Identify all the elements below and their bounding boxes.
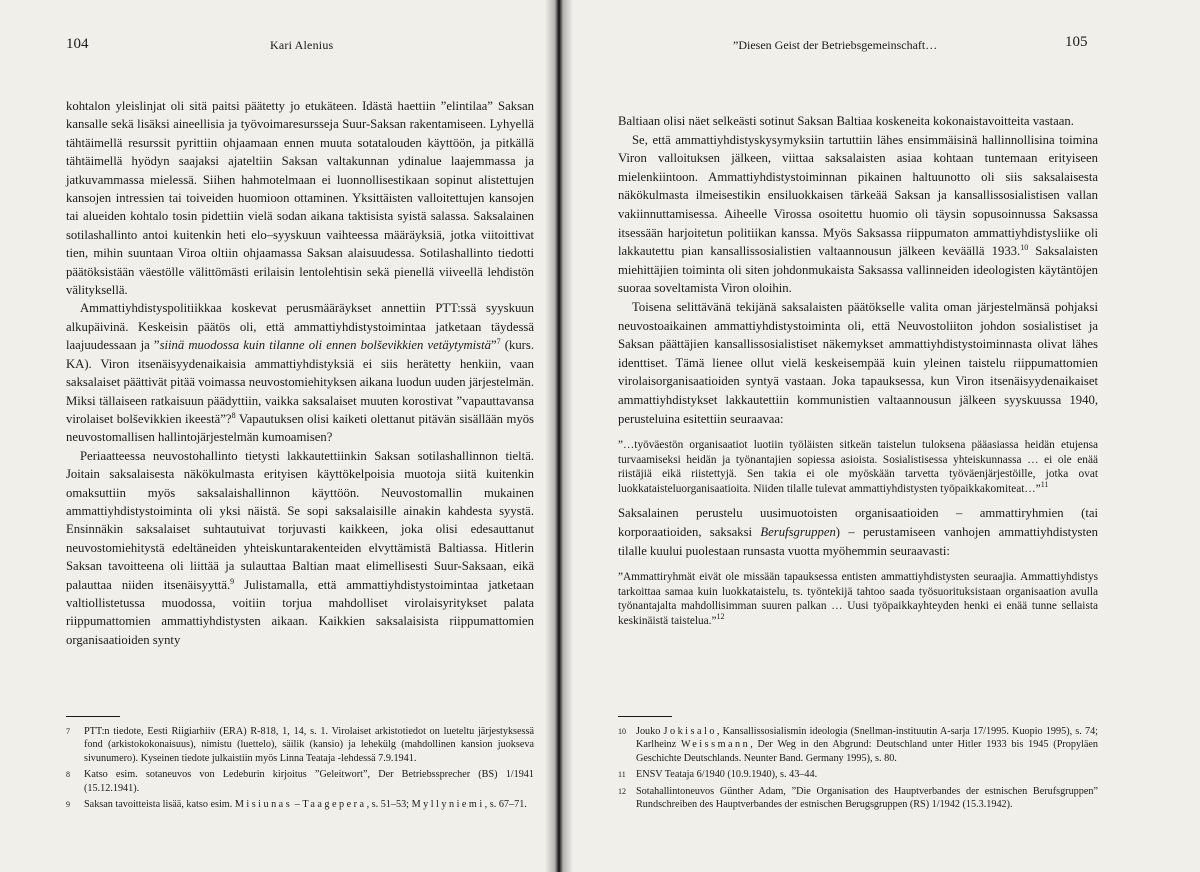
left-page <box>0 0 560 872</box>
paragraph: Ammattiyhdistyspolitiikkaa koskevat perusmääräykset annettiin PTT:ssä syyskuun alkupäivinä. Keskeisin päätös oli, että ammattiyhdistystoimintaa jatketaan täydessä laajuudessaan ja ”siinä muodossa kuin tilanne oli ennen bolševikkien vetäytymistä”$^7$ (kurs. KA). Viron itsenäisyydenaikaisia ammattiyhdistyksiä ei siis herätetty henkiin, vaan saksalaiset päättivät pitää voimassa neuvostomiehityksen aikana luodun uuden järjestelmän. Miksi tällaiseen ratkaisuun päädyttiin, vaikka saksalaiset muuten korostivat ”vapauttavansa virolaiset bolševikkien ikeestä”?$^8$ Vapautuksen olisi kaiketi olettanut pitävän sisällään myös neuvostomallisen hallintojärjestelmän kumoamisen? <box>66 301 534 445</box>
footnote: 8 Katso esim. sotaneuvos von Ledeburin kirjoitus ”Geleitwort”, Der Betriebssprecher (BS) 1/1941 (15.12.1941). <box>66 769 534 794</box>
footnote-ref: 11 <box>1040 480 1049 490</box>
footnote-ref: 12 <box>716 612 725 622</box>
paragraph: kohtalon yleislinjat oli sitä paitsi päätetty jo etukäteen. Idästä haettiin ”elintilaa” Saksan kansalle sekä lisäksi aineellisia ja työvoimaresursseja Suur-Saksan rakentamiseen. Lyhyellä tähtäimellä resurssit pyrittiin ohjaamaan ennen muuta sotatalouden käyttöön, ja pitkällä tähtäimellä hyödyn saajaksi ajateltiin Saksan valtakunnan ydinalue laajemmassa ja jatkuvammassa mielessä. Siihen hahmotelmaan ei luonnollisestikaan sopinut alistettujen kansojen intressien tai toiveiden huomioon ottaminen. Yksittäisten valloitettujen kansojen tai alueiden kohtalo tosin pidettiin vielä sodan aikana taktisista syistä salassa. Saksalainen sotilashallinto antoi kuitenkin heti elo–syyskuun vaihteessa määräyksiä, jotka viitoittivat tien, mihin suuntaan Viroa oltiin ohjaamassa Saksan alaisuudessa. Sotilashallinto tiedotti päätöksistään väestölle välittömästi erilaisin lentolehtisin sekä pienellä viiveellä lehdistön välityksellä. <box>66 99 534 298</box>
paragraph: Se, että ammattiyhdistyskysymyksiin tartuttiin lähes ensimmäisinä hallinnollisina toimina Viron valloituksen jälkeen, viittaa saksalaisten asiaa kohtaan tuntemaan erityiseen mielenkiintoon. Ammattiyhdistystoiminnan pikainen haltuunotto oli siis saksalaisesta näkökulmasta ilmeisestikin ensiluokkaisen tärkeää Saksan ja kansallissosialistisen vallan vakiinnuttamisessa. Aiheelle Virossa osoitettu huomio oli täysin sopusoinnussa Saksassa itsessään harjoitetun politiikan kanssa. Myös Saksassa riippumaton ammattiyhdistysliike oli lakkautettu pian kansallissosialistien valtaannousun jälkeen keväällä 1933.10 Saksalaisten miehittäjien toiminta oli siten johdonmukaista Saksassa vallinneiden ideologisten käytäntöjen suoraa soveltamista Viron oloihin. <box>618 132 1098 296</box>
footnote: 7 PTT:n tiedote, Eesti Riigiarhiiv (ERA) R-818, 1, 14, s. 1. Virolaiset arkistotiedot on lueteltu järjestyksessä fond (arkistokokonaisuus), nimistu (luettelo), säilik (kansio) ja lehekülg (mahdollinen kansion juokseva sivunumero). Kyseinen tiedote julkaistiin myös Linna Teataja -lehdessä 7.9.1941. <box>66 726 534 764</box>
left-body-text <box>66 97 534 649</box>
footnote: 10 Jouko Jokisalo, Kansallissosialismin ideologia (Snellman-instituutin A-sarja 17/1995. Kuopio 1995), s. 74; Karlheinz Weissmann, Der Weg in den Abgrund: Deutschland unter Hitler 1933 bis 1945 (Propyläen Geschichte Deutschlands. Neunter Band. Germany 1995), s. 80. <box>618 726 1099 764</box>
right-page <box>560 0 1200 872</box>
footnote-ref: 10 <box>1020 242 1029 252</box>
footnote-rule <box>618 716 672 717</box>
paragraph: Saksalainen perustelu uusimuotoisten organisaatioiden – ammattiryhmien (tai korporaatioiden, saksaksi Berufsgruppen) – perustamiseen vanhojen ammattiyhdistysten tilalle kuului puolestaan runsasta vuotta myöhemmin seuraavasti: <box>618 506 1098 558</box>
footnote-ref: 7 <box>496 337 501 347</box>
footnote: 9 Saksan tavoitteista lisää, katso esim. Misiunas – Taagepera, s. 51–53; Myllyniemi, s. 67–71. <box>66 799 527 811</box>
block-quote: ”Ammattiryhmät eivät ole missään tapauksessa entisten ammattiyhdistysten seuraajia. Ammattiyhdistys tarkoittaa samaa kuin luokkataistelu, ts. työntekijä tahtoo saada työsuorituksistaan organisaation avulla työnantajalta mahdollisimman suuren palkan … Uusi työpaikkayhteyden henki ei enää tunne sellaista keskinäistä taistelua.”$^{12}$ <box>618 571 1098 628</box>
footnote-ref: 8 <box>231 410 236 420</box>
footnote-rule <box>66 716 120 717</box>
left-footnotes <box>66 716 534 814</box>
footnote: 11 ENSV Teataja 6/1940 (10.9.1940), s. 43–44. <box>618 769 818 781</box>
page-number: 104 <box>66 36 89 52</box>
paragraph: Toisena selittävänä tekijänä saksalaisten päätökselle valita oman järjestelmänsä pohjaksi neuvostoaikainen ammattiyhdistystoiminta oli, että Neuvostoliiton johdon sosialistiset ja Saksan päättäjien kansallissosialistiset näkemykset ammattiyhdistystoiminnasta olivat lähes identtiset. Tämä lienee ollut vielä keskeisempää kuin yleinen taistelu riippumattomien virolaisorganisaatioiden syntyä vastaan. Joka tapauksessa, kun Viron itsenäisyydenaikaiset ammattiyhdistykset lakkautettiin kommunistien valtaannousun jälkeen syyskuussa 1940, perusteluina esitettiin seuraavaa: <box>618 299 1098 426</box>
right-body-text <box>618 112 1098 635</box>
italic-term: Berufsgruppen <box>760 525 836 540</box>
footnote-ref: 9 <box>230 576 235 586</box>
page-number: 105 <box>1065 34 1088 50</box>
running-head-author: Kari Alenius <box>270 38 334 52</box>
paragraph: Baltiaan olisi näet selkeästi sotinut Saksan Baltiaa koskeneita kokonaistavoitteita vastaan. <box>618 114 1074 128</box>
italic-quote: siinä muodossa kuin tilanne oli ennen bolševikkien vetäytymistä <box>159 338 491 353</box>
paragraph: Periaatteessa neuvostohallinto tietysti lakkautettiinkin Saksan sotilashallinnon tieltä. Joitain saksalaisesta näkökulmasta erityisen käyttökelpoisia muotoja siitä kuitenkin omaksuttiin myös saksalaishallinnon käyttöön. Neuvostomallin mukainen ammattiyhdistystoiminta oli yksi näistä. Se sopi saksalaisille ainakin kahdesta syystä. Ensinnäkin saksalaiset suhtautuivat torjuvasti kaikkeen, joka olisi edesauttanut neuvostomiehitystä edeltäneiden yhteiskuntarakenteiden elvyttämistä Baltiassa. Hitlerin Saksan tavoitteena oli liittää ja sulauttaa Baltian maat elimellisesti Suur-Saksaan, eikä palauttaa niiden itsenäisyyttä.$^9$ Julistamalla, että ammattiyhdistystoimintaa jatketaan valtiollistetussa muodossa, voitiin torjua mahdolliset virolaisyritykset palata riippumattomien ammattiyhdistysten aikaan. Kaikkien saksalaisista riippumattomien organisaatioiden synty <box>66 448 534 647</box>
right-footnotes <box>618 716 1098 814</box>
block-quote: ”…työväestön organisaatiot luotiin työläisten sitkeän taistelun tuloksena pääasiassa heidän etujensa turvaamiseksi heidän ja työnantajien sopiessa asioista. Sosialistisessa yhteiskunnassa … ei ole enää riistäjiä eikä riistettyjä. Sen takia ei ole myöskään tarvetta työväenjärjestöille, jotka ovat luokkataisteluorganisaatioita. Niiden tilalle tulevat ammattiyhdistysten työpaikkakomiteat…”$^{11}$ <box>618 439 1098 495</box>
running-head-title: ”Diesen Geist der Betriebsgemeinschaft… <box>733 38 938 52</box>
footnote: 12 Sotahallintoneuvos Günther Adam, ”Die Organisation des Hauptverbandes der estnischen Berufsgruppen” Rundschreiben des Hauptverbandes der estnischen Berugsgruppen (RS) 1/1942 (15.3.1942). <box>618 785 1098 811</box>
